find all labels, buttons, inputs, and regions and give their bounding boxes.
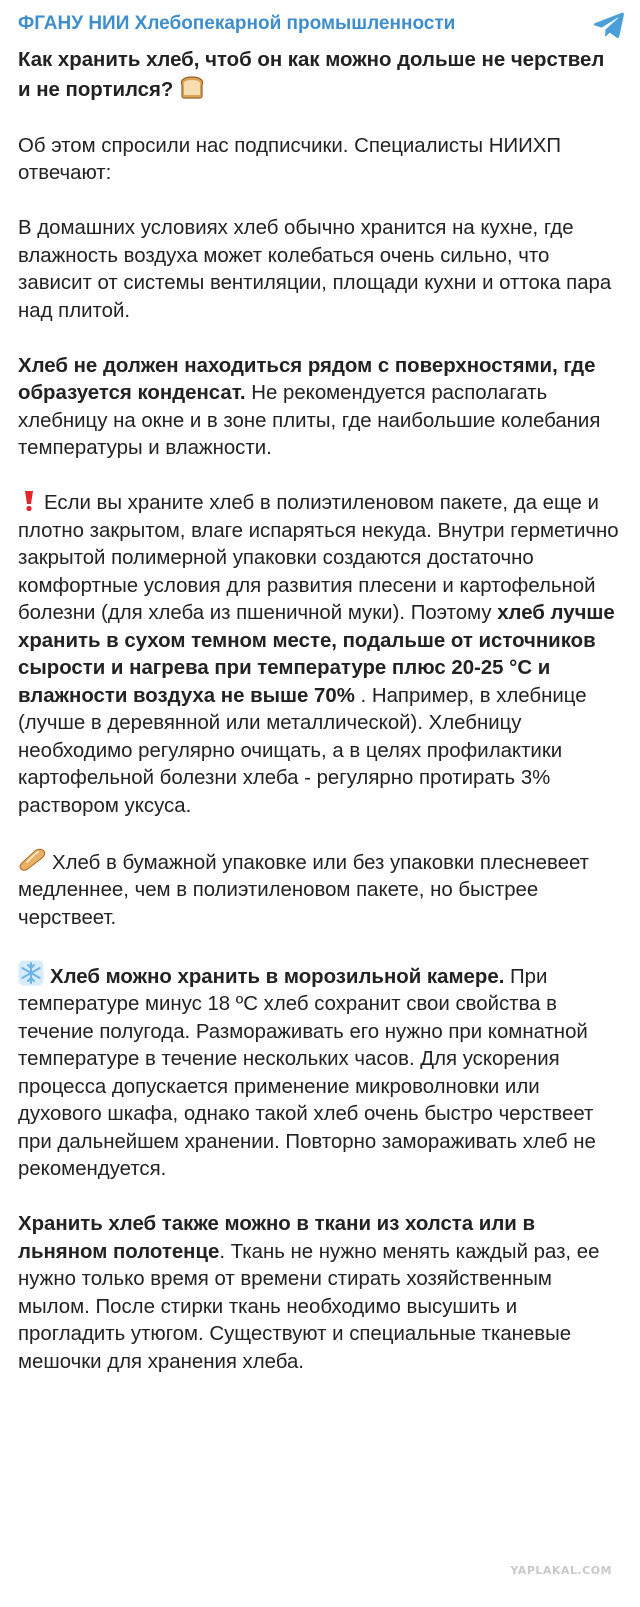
bread-emoji: [179, 75, 205, 99]
paragraph-condensation-rest: Не рекомендуется располагать хлебницу на окне и в зоне плиты, где наибольшие колебания температуры и влажности.: [18, 382, 601, 459]
paragraph-kitchen: В домашних условиях хлеб обычно хранится на кухне, где влажность воздуха может колебаться очень сильно, что зависит от системы вентиляции, площади кухни и оттока пара над плитой.: [18, 217, 612, 322]
post-body: [18, 46, 622, 1376]
paragraph-plastic-bag-bold: хлеб лучше хранить в сухом темном месте, подальше от источников сырости и нагрева при температуре плюс 20-25 °С и влажности воздуха не выше 70%: [18, 602, 615, 707]
paragraph-freezer-bold: Хлеб можно хранить в морозильной камере.: [50, 965, 505, 988]
snowflake-emoji: [18, 960, 44, 986]
post-title-text: Как хранить хлеб, чтоб он как можно дольше не черствел и не портился?: [18, 49, 605, 101]
post-header: [18, 8, 622, 40]
paragraph-paper-text: Хлеб в бумажной упаковке или без упаковки плесневеет медленнее, чем в полиэтиленовом пакете, но быстрее черствеет.: [18, 851, 589, 929]
paragraph-intro: Об этом спросили нас подписчики. Специалисты НИИХП отвечают:: [18, 134, 562, 184]
paragraph-plastic-bag-end: . Например, в хлебнице (лучше в деревянной или металлической). Хлебницу необходимо регулярно очищать, а в целях профилактики картофельной болезни хлеба - регулярно протирать 3% раствором уксуса.: [18, 684, 587, 817]
paragraph-plastic-bag: [18, 490, 622, 820]
paragraph-plastic-bag-start: Если вы храните хлеб в полиэтиленовом пакете, да еще и плотно закрытом, влаге испаряться некуда. Внутри герметично закрытой полимерной упаковки создаются достаточно комфортные условия для развития плесени и картофельной болезни (для хлеба из пшеничной муки). Поэтому: [18, 492, 619, 624]
paragraph-cloth-bold: Хранить хлеб также можно в ткани из холста или в льняном полотенце: [18, 1213, 536, 1263]
baguette-emoji: [18, 848, 46, 872]
paragraph-cloth: [18, 1211, 622, 1376]
paragraph-condensation: [18, 353, 622, 463]
channel-name-link[interactable]: ФГАНУ НИИ Хлебопекарной промышленности: [18, 13, 456, 34]
post-title: [18, 46, 622, 105]
exclamation-emoji: [22, 490, 36, 512]
paragraph-condensation-bold: Хлеб не должен находиться рядом с поверхностями, где образуется конденсат.: [18, 354, 596, 404]
paragraph-paper: [18, 848, 622, 933]
paragraph-freezer-rest: При температуре минус 18 ºС хлеб сохранит свои свойства в течение полугода. Размораживать его нужно при комнатной температуре в течение нескольких часов. Для ускорения процесса допускается применение микроволновки или духового шкафа, однако такой хлеб очень быстро черствеет при дальнейшем хранении. Повторно замораживать хлеб не рекомендуется.: [18, 965, 596, 1180]
watermark-logo: YAPLAKAL.COM: [510, 1564, 612, 1577]
paragraph-freezer: [18, 960, 622, 1184]
paragraph-cloth-rest: . Ткань не нужно менять каждый раз, ее нужно только время от времени стирать хозяйственным мылом. После стирки ткань необходимо высушить и прогладить утюгом. Существуют и специальные тканевые мешочки для хранения хлеба.: [18, 1240, 600, 1373]
telegram-icon[interactable]: [590, 5, 628, 43]
